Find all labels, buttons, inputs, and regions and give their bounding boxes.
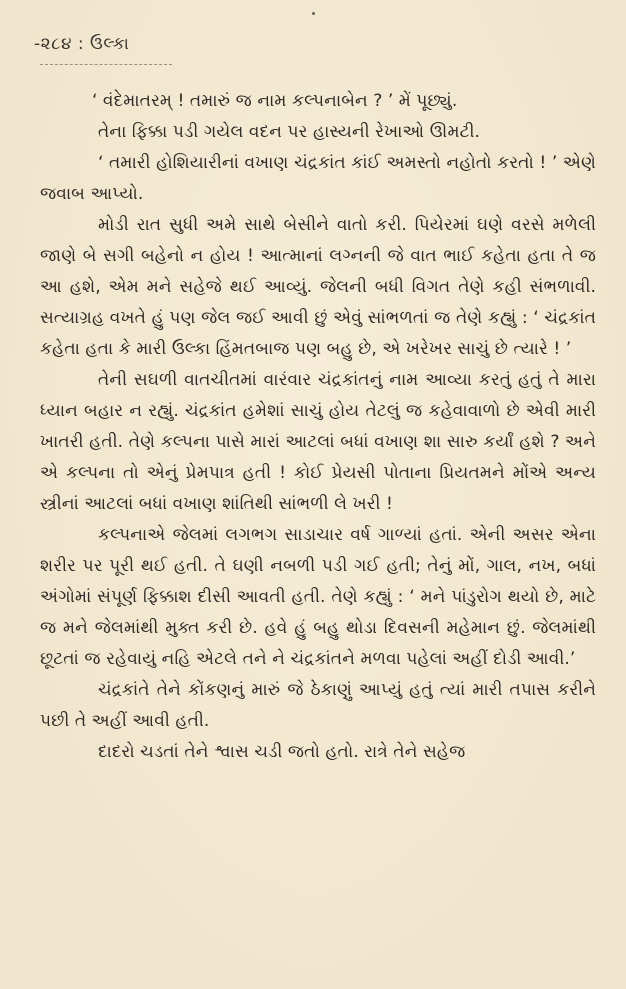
paragraph-4: મોડી રાત સુધી અમે સાથે બેસીને વાતો કરી. પિયેરમાં ઘણે વરસે મળેલી જાણે બે સગી બહેનો ન હોય ! આત્માનાં લગ્નની જે વાત ભાઈ કહેતા હતા તે જ આ હશે, એમ મને સહેજે થઈ આવ્યું. જેલની બધી વિગત તેણે કહી સંભળાવી. સત્યાગ્રહ વખતે હું પણ જેલ જઈ આવી છું એવું સાંભળતાં જ તેણે કહ્યું : ‘ ચંદ્રકાંત કહેતા હતા કે મારી ઉલ્કા હિંમતબાજ પણ બહુ છે, એ ખરેખર સાચું છે ત્યારે ! ’ xyxy=(40,215,596,359)
paragraph-6: કલ્પનાએ જેલમાં લગભગ સાડાચાર વર્ષ ગાળ્યાં હતાં. એની અસર એના શરીર પર પૂરી થઈ હતી. તે ઘણી નબળી પડી ગઈ હતી; તેનું મોં, ગાલ, નખ, બધાં અંગોમાં સંપૂર્ણ ફિક્કાશ દીસી આવતી હતી. તેણે કહ્યું : ‘ મને પાંડુરોગ થયો છે, માટે જ મને જેલમાંથી મુક્ત કરી છે. હવે હું બહુ થોડા દિવસની મહેમાન છું. જેલમાંથી છૂટતાં જ રહેવાયું નહિ એટલે તને ને ચંદ્રકાંતને મળવા પહેલાં અહીં દોડી આવી.’ xyxy=(40,525,596,669)
page-speck xyxy=(312,12,315,15)
paragraph-3: ‘ તમારી હોશિયારીનાં વખાણ ચંદ્રકાંત કાંઈ અમસ્તો નહોતો કરતો ! ’ એણે જવાબ આપ્યો. xyxy=(40,153,596,204)
paragraph-8: દાદરો ચડતાં તેને શ્વાસ ચડી જતો હતો. રાત્રે તેને સહેજ xyxy=(98,742,466,762)
running-head: -૨૮૪ : ઉલ્કા xyxy=(34,34,130,54)
paragraph-5: તેની સઘળી વાતચીતમાં વારંવાર ચંદ્રકાંતનું નામ આવ્યા કરતું હતું તે મારા ધ્યાન બહાર ન રહ્યું. ચંદ્રકાંત હમેશાં સાચું હોય તેટલું જ કહેવાવાળો છે એવી મારી ખાતરી હતી. તેણે કલ્પના પાસે મારાં આટલાં બધાં વખાણ શા સારુ કર્યાં હશે ? અને એ કલ્પના તો એનું પ્રેમપાત્ર હતી ! કોઈ પ્રેયસી પોતાના પ્રિયતમને મોંએ અન્ય સ્ત્રીનાં આટલાં બધાં વખાણ શાંતિથી સાંભળી લે ખરી ! xyxy=(40,370,596,514)
body-text xyxy=(40,86,596,768)
paragraph-7: ચંદ્રકાંતે તેને કોંકણનું મારું જે ઠેકાણું આપ્યું હતું ત્યાં મારી તપાસ કરીને પછી તે અહીં આવી હતી. xyxy=(40,680,596,731)
paragraph-1: ‘ વંદેમાતરમ્ ! તમારું જ નામ કલ્પનાબેન ? ’ મેં પૂછ્યું. xyxy=(92,91,458,111)
paragraph-2: તેના ફિક્કા પડી ગયેલ વદન પર હાસ્યની રેખાઓ ઊમટી. xyxy=(98,122,481,142)
header-rule xyxy=(40,64,172,65)
